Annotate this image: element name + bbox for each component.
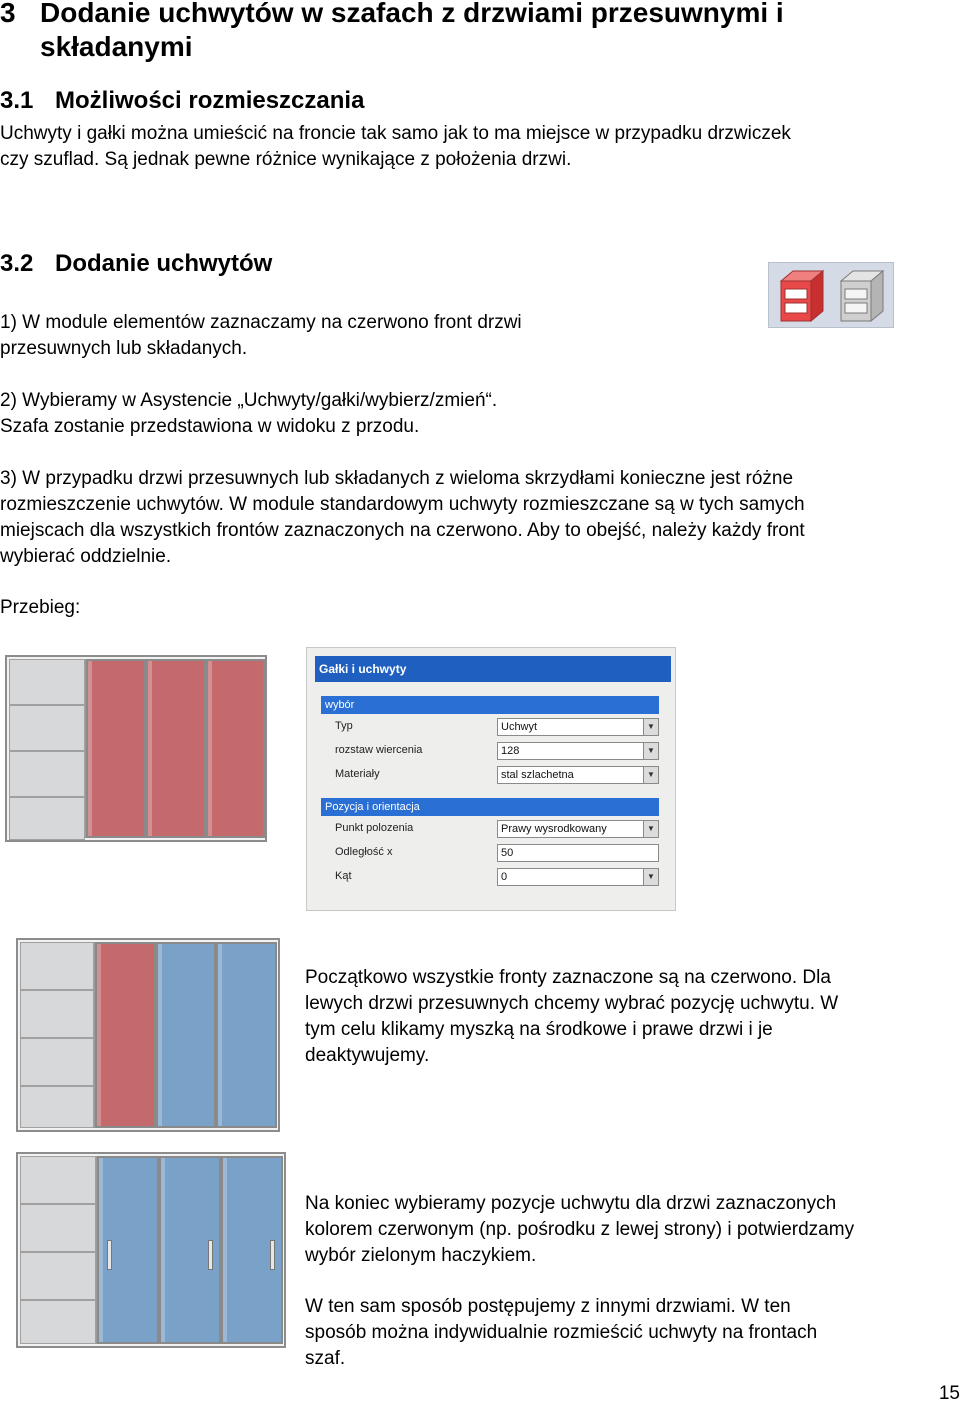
wardrobe-left-red xyxy=(16,938,280,1132)
odleglosc-input[interactable] xyxy=(497,844,659,862)
section-header-wybor: wybór xyxy=(321,696,659,714)
grey-module-icon xyxy=(833,267,891,325)
paragraph-line: miejscach dla wszystkich frontów zaznaczonych na czerwono. Aby to obejść, należy każdy front xyxy=(0,520,805,541)
sliding-door-middle[interactable] xyxy=(156,942,216,1128)
paragraph-line: czy szuflad. Są jednak pewne różnice wynikające z położenia drzwi. xyxy=(0,149,572,170)
text-block-3 xyxy=(305,1294,955,1372)
rozstaw-value: 128 xyxy=(501,745,520,757)
materialy-value: stal szlachetna xyxy=(501,769,574,781)
sliding-door-left[interactable] xyxy=(97,1156,159,1344)
shelf xyxy=(9,659,85,705)
paragraph-line: 2) Wybieramy w Asystencie „Uchwyty/gałki/wybierz/zmień“. xyxy=(0,390,498,411)
shelf-column xyxy=(20,1156,98,1344)
typ-label: Typ xyxy=(335,720,353,732)
kat-select[interactable] xyxy=(497,868,659,886)
kat-label: Kąt xyxy=(335,870,352,882)
section-title-line2: składanymi xyxy=(40,31,193,62)
subsection-number: 3.1 xyxy=(0,87,34,114)
handle-icon xyxy=(270,1240,275,1270)
shelf xyxy=(20,1300,96,1344)
handles-dialog xyxy=(306,647,676,911)
sliding-door-middle[interactable] xyxy=(146,659,206,838)
step-1 xyxy=(0,310,740,362)
sliding-door-middle[interactable] xyxy=(159,1156,221,1344)
subsection-title: Możliwości rozmieszczania xyxy=(55,87,365,114)
shelf xyxy=(20,942,94,990)
shelf xyxy=(20,1156,96,1204)
sliding-door-left[interactable] xyxy=(95,942,156,1128)
materialy-label: Materiały xyxy=(335,768,380,780)
chevron-down-icon[interactable]: ▼ xyxy=(643,719,658,735)
shelf xyxy=(20,1204,96,1252)
punkt-value: Prawy wysrodkowany xyxy=(501,823,607,835)
module-icons xyxy=(768,262,894,328)
shelf xyxy=(9,797,85,840)
text-block-2 xyxy=(305,1191,960,1269)
section-3-1-heading xyxy=(0,86,364,116)
shelf-column xyxy=(9,659,87,838)
section-title-line1: Dodanie uchwytów w szafach z drzwiami przesuwnymi i xyxy=(40,0,784,28)
shelf xyxy=(20,990,94,1038)
chevron-down-icon[interactable]: ▼ xyxy=(643,743,658,759)
sliding-door-right[interactable] xyxy=(206,659,265,838)
paragraph-line: Szafa zostanie przedstawiona w widoku z przodu. xyxy=(0,416,420,437)
rozstaw-label: rozstaw wiercenia xyxy=(335,744,423,756)
shelf xyxy=(9,751,85,797)
paragraph-line: Na koniec wybieramy pozycje uchwytu dla drzwi zaznaczonych xyxy=(305,1193,837,1214)
odleglosc-value: 50 xyxy=(501,847,514,859)
section-3-1-paragraph xyxy=(0,121,960,173)
handle-icon xyxy=(208,1240,213,1270)
section-number: 3 xyxy=(0,0,16,28)
wardrobe-all-red xyxy=(5,655,267,842)
punkt-select[interactable] xyxy=(497,820,659,838)
section-3-heading xyxy=(0,0,960,64)
paragraph-line: szaf. xyxy=(305,1348,346,1369)
shelf xyxy=(20,1086,94,1128)
rozstaw-select[interactable] xyxy=(497,742,659,760)
section-header-pozycja: Pozycja i orientacja xyxy=(321,798,659,816)
paragraph-line: Uchwyty i gałki można umieścić na froncie tak samo jak to ma miejsce w przypadku drzwiczek xyxy=(0,123,791,144)
paragraph-line: tym celu klikamy myszką na środkowe i prawe drzwi i je xyxy=(305,1019,773,1040)
paragraph-line: W ten sam sposób postępujemy z innymi drzwiami. W ten xyxy=(305,1296,791,1317)
wardrobe-with-handles xyxy=(16,1152,286,1348)
paragraph-line: 3) W przypadku drzwi przesuwnych lub składanych z wieloma skrzydłami konieczne jest różne xyxy=(0,468,794,489)
typ-value: Uchwyt xyxy=(501,721,538,733)
subsection-title: Dodanie uchwytów xyxy=(55,250,273,277)
shelf xyxy=(9,705,85,751)
chevron-down-icon[interactable]: ▼ xyxy=(643,767,658,783)
subsection-number: 3.2 xyxy=(0,250,34,277)
odleglosc-label: Odległość x xyxy=(335,846,393,858)
dialog-title: Gałki i uchwyty xyxy=(315,656,671,682)
shelf-column xyxy=(20,942,96,1128)
chevron-down-icon[interactable]: ▼ xyxy=(643,869,658,885)
paragraph-line: Początkowo wszystkie fronty zaznaczone są na czerwono. Dla xyxy=(305,967,831,988)
shelf xyxy=(20,1038,94,1086)
paragraph-line: lewych drzwi przesuwnych chcemy wybrać pozycję uchwytu. W xyxy=(305,993,839,1014)
paragraph-line: kolorem czerwonym (np. pośrodku z lewej strony) i potwierdzamy xyxy=(305,1219,855,1240)
red-module-icon xyxy=(773,267,831,325)
sliding-door-left[interactable] xyxy=(86,659,146,838)
paragraph-line: wybór zielonym haczykiem. xyxy=(305,1245,537,1266)
step-2 xyxy=(0,388,740,440)
sliding-door-right[interactable] xyxy=(221,1156,283,1344)
kat-value: 0 xyxy=(501,871,508,883)
punkt-label: Punkt polozenia xyxy=(335,822,414,834)
paragraph-line: sposób można indywidualnie rozmieścić uchwyty na frontach xyxy=(305,1322,818,1343)
shelf xyxy=(20,1252,96,1300)
handle-icon xyxy=(107,1240,112,1270)
page-number: 15 xyxy=(938,1383,960,1404)
paragraph-line: wybierać oddzielnie. xyxy=(0,546,172,567)
text-block-1 xyxy=(305,965,955,1069)
paragraph-line: przesuwnych lub składanych. xyxy=(0,338,248,359)
sliding-door-right[interactable] xyxy=(216,942,277,1128)
paragraph-line: deaktywujemy. xyxy=(305,1045,430,1066)
chevron-down-icon[interactable]: ▼ xyxy=(643,821,658,837)
typ-select[interactable] xyxy=(497,718,659,736)
step-3 xyxy=(0,466,960,570)
materialy-select[interactable] xyxy=(497,766,659,784)
paragraph-line: rozmieszczenie uchwytów. W module standardowym uchwyty rozmieszczane są w tych samych xyxy=(0,494,805,515)
section-3-2-heading xyxy=(0,249,272,279)
paragraph-line: 1) W module elementów zaznaczamy na czerwono front drzwi xyxy=(0,312,522,333)
przebieg-label: Przebieg: xyxy=(0,597,81,618)
